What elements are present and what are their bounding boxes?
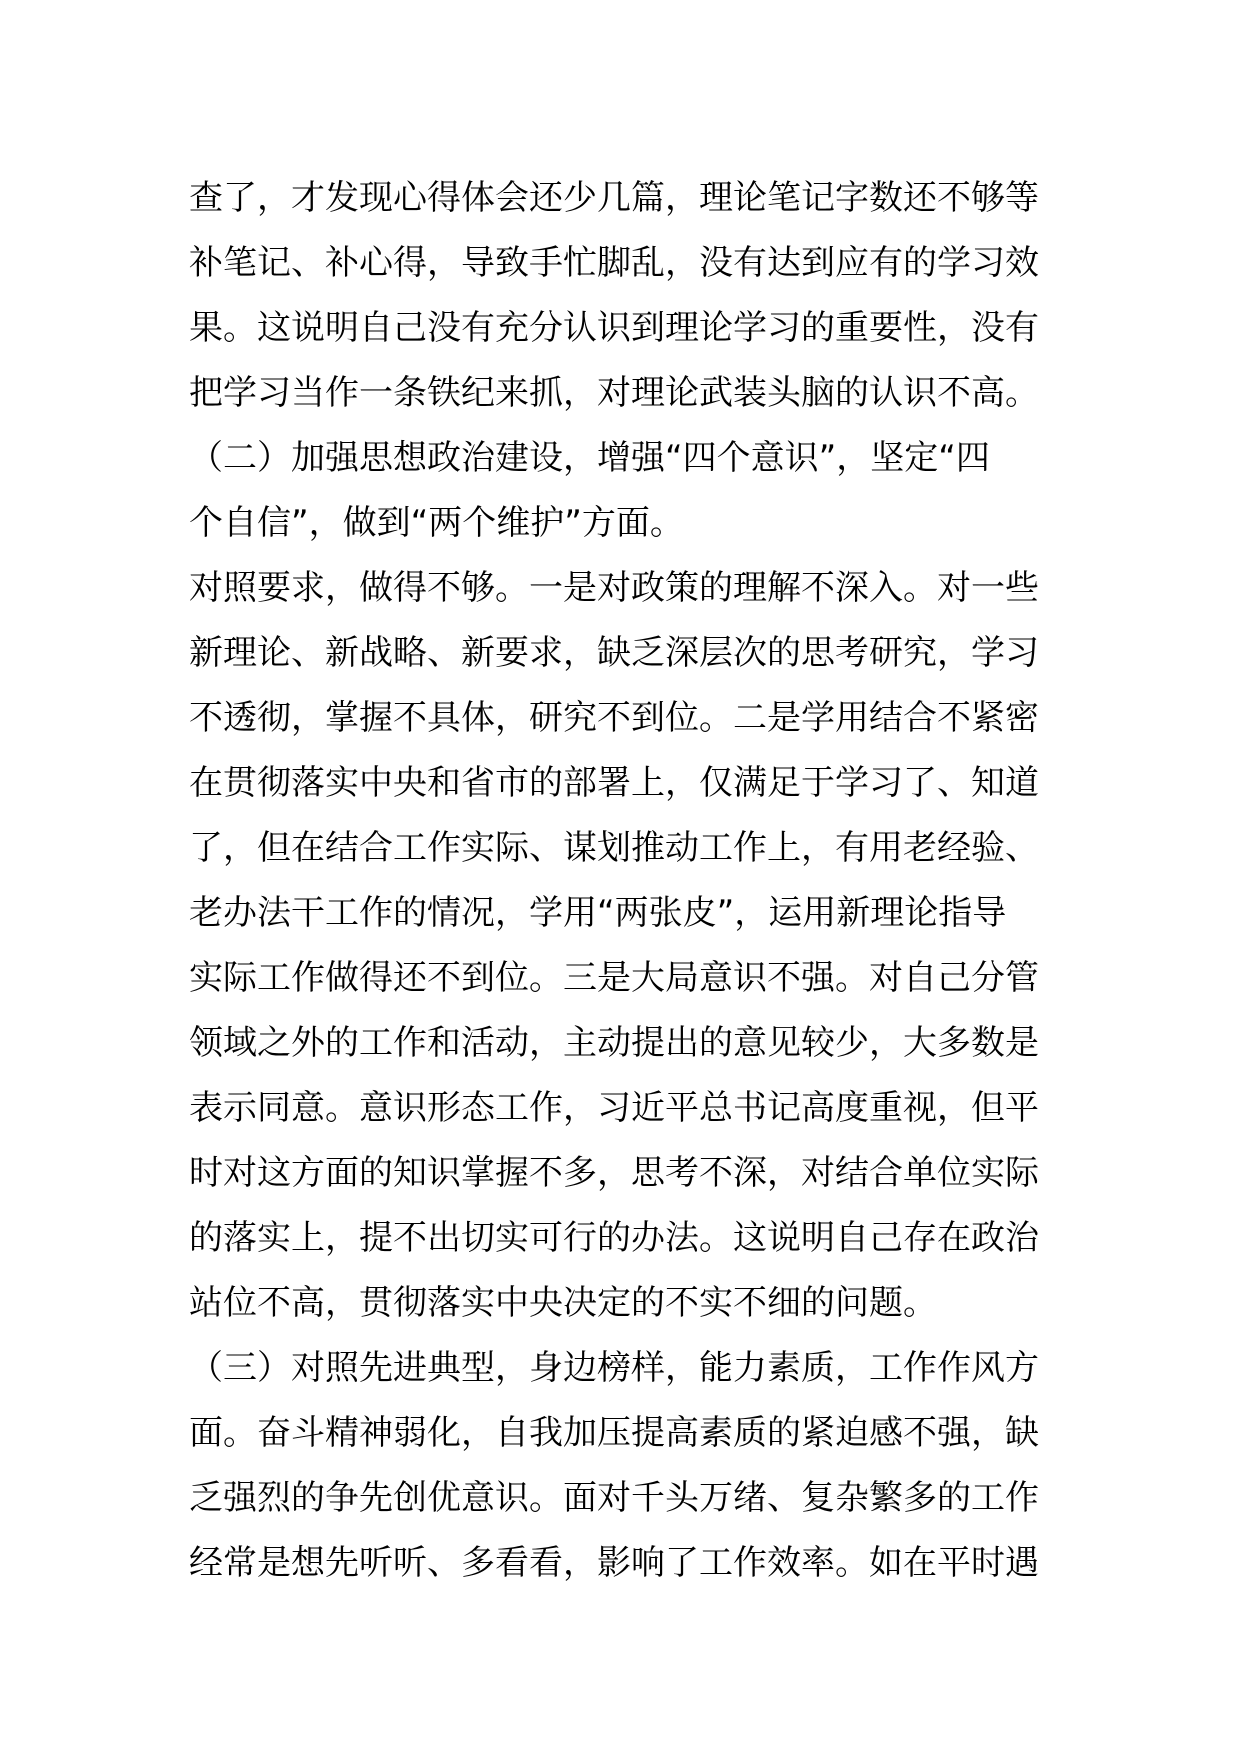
text-line-14: 领域之外的工作和活动，主动提出的意见较少，大多数是 bbox=[189, 1023, 1039, 1063]
text-line-22: 经常是想先听听、多看看，影响了工作效率。如在平时遇 bbox=[189, 1543, 1039, 1583]
section-heading-2-line-2: 个自信”，做到“两个维护”方面。 bbox=[189, 503, 684, 543]
text-line-18: 站位不高，贯彻落实中央决定的不实不细的问题。 bbox=[189, 1283, 937, 1323]
text-line-3: 果。这说明自己没有充分认识到理论学习的重要性，没有 bbox=[189, 308, 1039, 348]
section-heading-2-line-1: （二）加强思想政治建设，增强“四个意识”，坚定“四 bbox=[189, 438, 990, 478]
text-line-15: 表示同意。意识形态工作，习近平总书记高度重视，但平 bbox=[189, 1088, 1039, 1128]
text-line-1: 查了，才发现心得体会还少几篇，理论笔记字数还不够等 bbox=[189, 178, 1039, 218]
text-line-7: 对照要求，做得不够。一是对政策的理解不深入。对一些 bbox=[189, 568, 1039, 608]
text-line-20: 面。奋斗精神弱化，自我加压提高素质的紧迫感不强，缺 bbox=[189, 1413, 1039, 1453]
text-line-11: 了，但在结合工作实际、谋划推动工作上，有用老经验、 bbox=[189, 828, 1039, 868]
text-line-2: 补笔记、补心得，导致手忙脚乱，没有达到应有的学习效 bbox=[189, 243, 1039, 283]
text-line-13: 实际工作做得还不到位。三是大局意识不强。对自己分管 bbox=[189, 958, 1039, 998]
text-line-17: 的落实上，提不出切实可行的办法。这说明自己存在政治 bbox=[189, 1218, 1039, 1258]
text-line-10: 在贯彻落实中央和省市的部署上，仅满足于学习了、知道 bbox=[189, 763, 1039, 803]
text-line-12: 老办法干工作的情况，学用“两张皮”，运用新理论指导 bbox=[189, 893, 1007, 933]
text-line-4: 把学习当作一条铁纪来抓，对理论武装头脑的认识不高。 bbox=[189, 373, 1039, 413]
text-line-16: 时对这方面的知识掌握不多，思考不深，对结合单位实际 bbox=[189, 1153, 1039, 1193]
document-body bbox=[189, 166, 1059, 1596]
text-line-8: 新理论、新战略、新要求，缺乏深层次的思考研究，学习 bbox=[189, 633, 1039, 673]
text-line-9: 不透彻，掌握不具体，研究不到位。二是学用结合不紧密 bbox=[189, 698, 1039, 738]
text-line-21: 乏强烈的争先创优意识。面对千头万绪、复杂繁多的工作 bbox=[189, 1478, 1039, 1518]
section-heading-3-line-1: （三）对照先进典型，身边榜样，能力素质，工作作风方 bbox=[189, 1348, 1039, 1388]
